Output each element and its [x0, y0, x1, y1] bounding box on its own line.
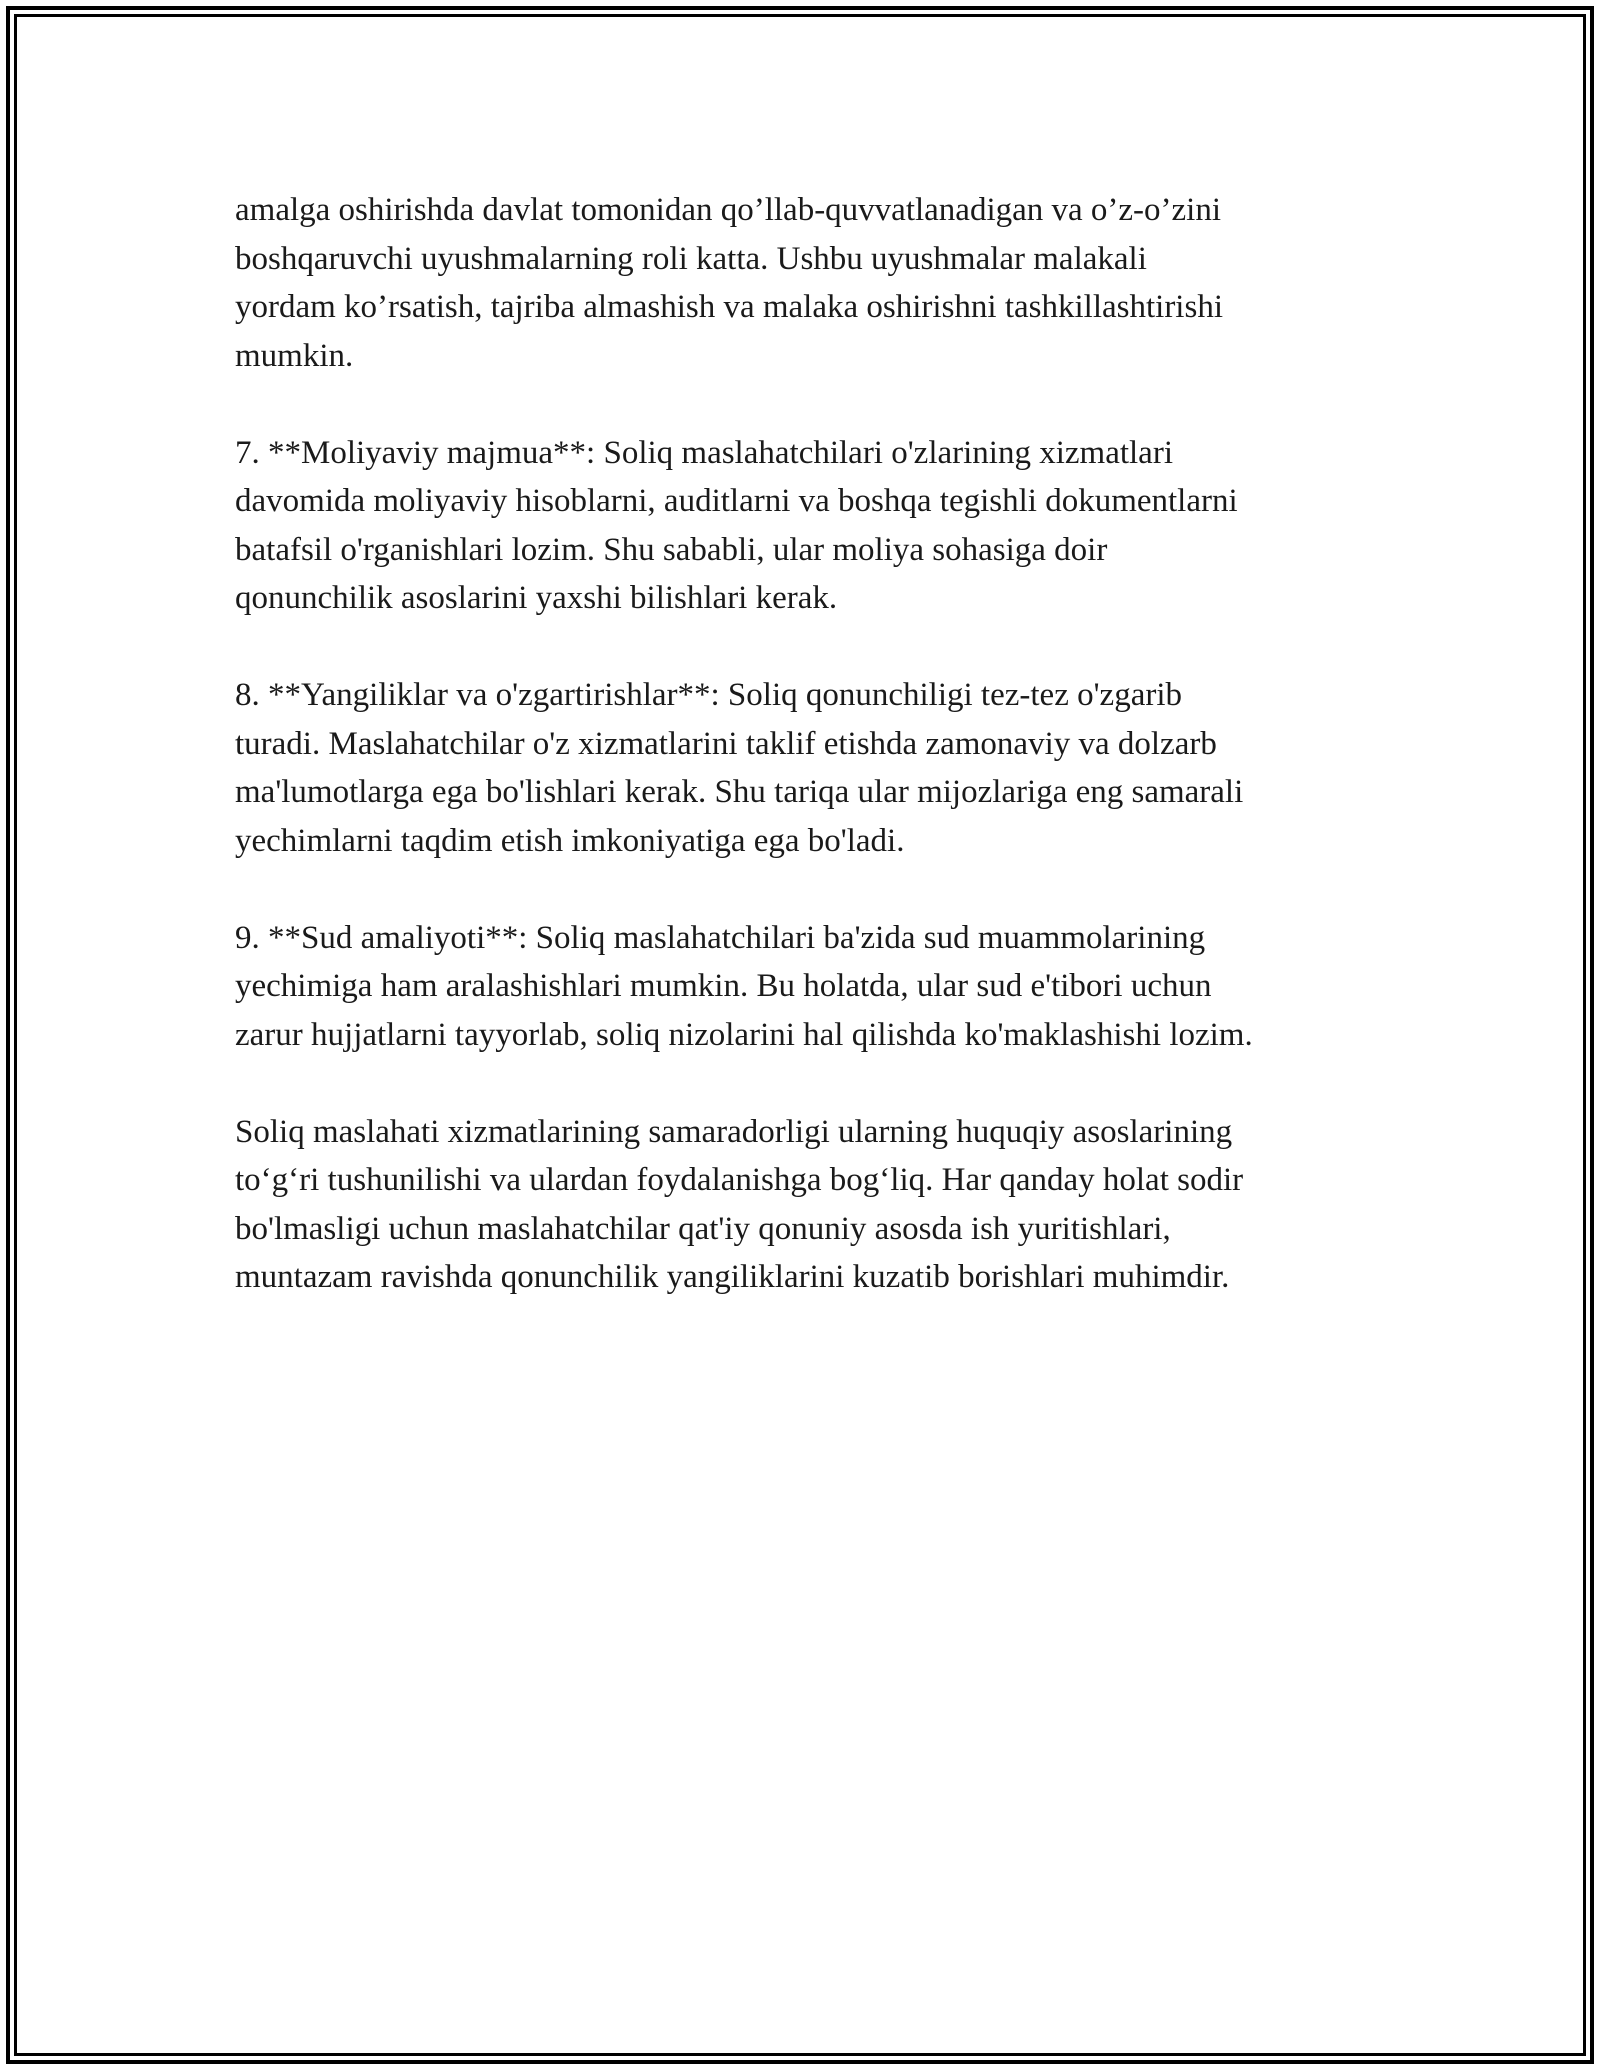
paragraph-item-7: 7. **Moliyaviy majmua**: Soliq maslahatchilari o'zlarining xizmatlari davomida moliyaviy hisoblarni, auditlarni va boshqa tegishli dokumentlarni batafsil o'rganishlari lozim. Shu sababli, ular moliya sohasiga doir qonunchilik asoslarini yaxshi bilishlari kerak.	[235, 434, 1238, 616]
document-body	[235, 186, 1385, 1350]
paragraph-associations: amalga oshirishda davlat tomonidan qo’llab-quvvatlanadigan va o’z-o’zini boshqaruvchi uyushmalarning roli katta. Ushbu uyushmalar malakali yordam ko’rsatish, tajriba almashish va malaka oshirishni tashkillashtirishi mumkin.	[235, 192, 1223, 374]
paragraph-conclusion: Soliq maslahati xizmatlarining samaradorligi ularning huquqiy asoslarining to‘g‘ri tushunilishi va ulardan foydalanishga bog‘liq. Har qanday holat sodir bo'lmasligi uchun maslahatchilar qat'iy qonuniy asosda ish yuritishlari, muntazam ravishda qonunchilik yangiliklarini kuzatib borishlari muhimdir.	[235, 1113, 1244, 1295]
paragraph-item-9: 9. **Sud amaliyoti**: Soliq maslahatchilari ba'zida sud muammolarining yechimiga ham aralashishlari mumkin. Bu holatda, ular sud e'tibori uchun zarur hujjatlarni tayyorlab, soliq nizolarini hal qilishda ko'maklashishi lozim.	[235, 919, 1253, 1053]
paragraph-item-8: 8. **Yangiliklar va o'zgartirishlar**: Soliq qonunchiligi tez-tez o'zgarib turadi. Maslahatchilar o'z xizmatlarini taklif etishda zamonaviy va dolzarb ma'lumotlarga ega bo'lishlari kerak. Shu tariqa ular mijozlariga eng samarali yechimlarni taqdim etish imkoniyatiga ega bo'ladi.	[235, 677, 1244, 859]
